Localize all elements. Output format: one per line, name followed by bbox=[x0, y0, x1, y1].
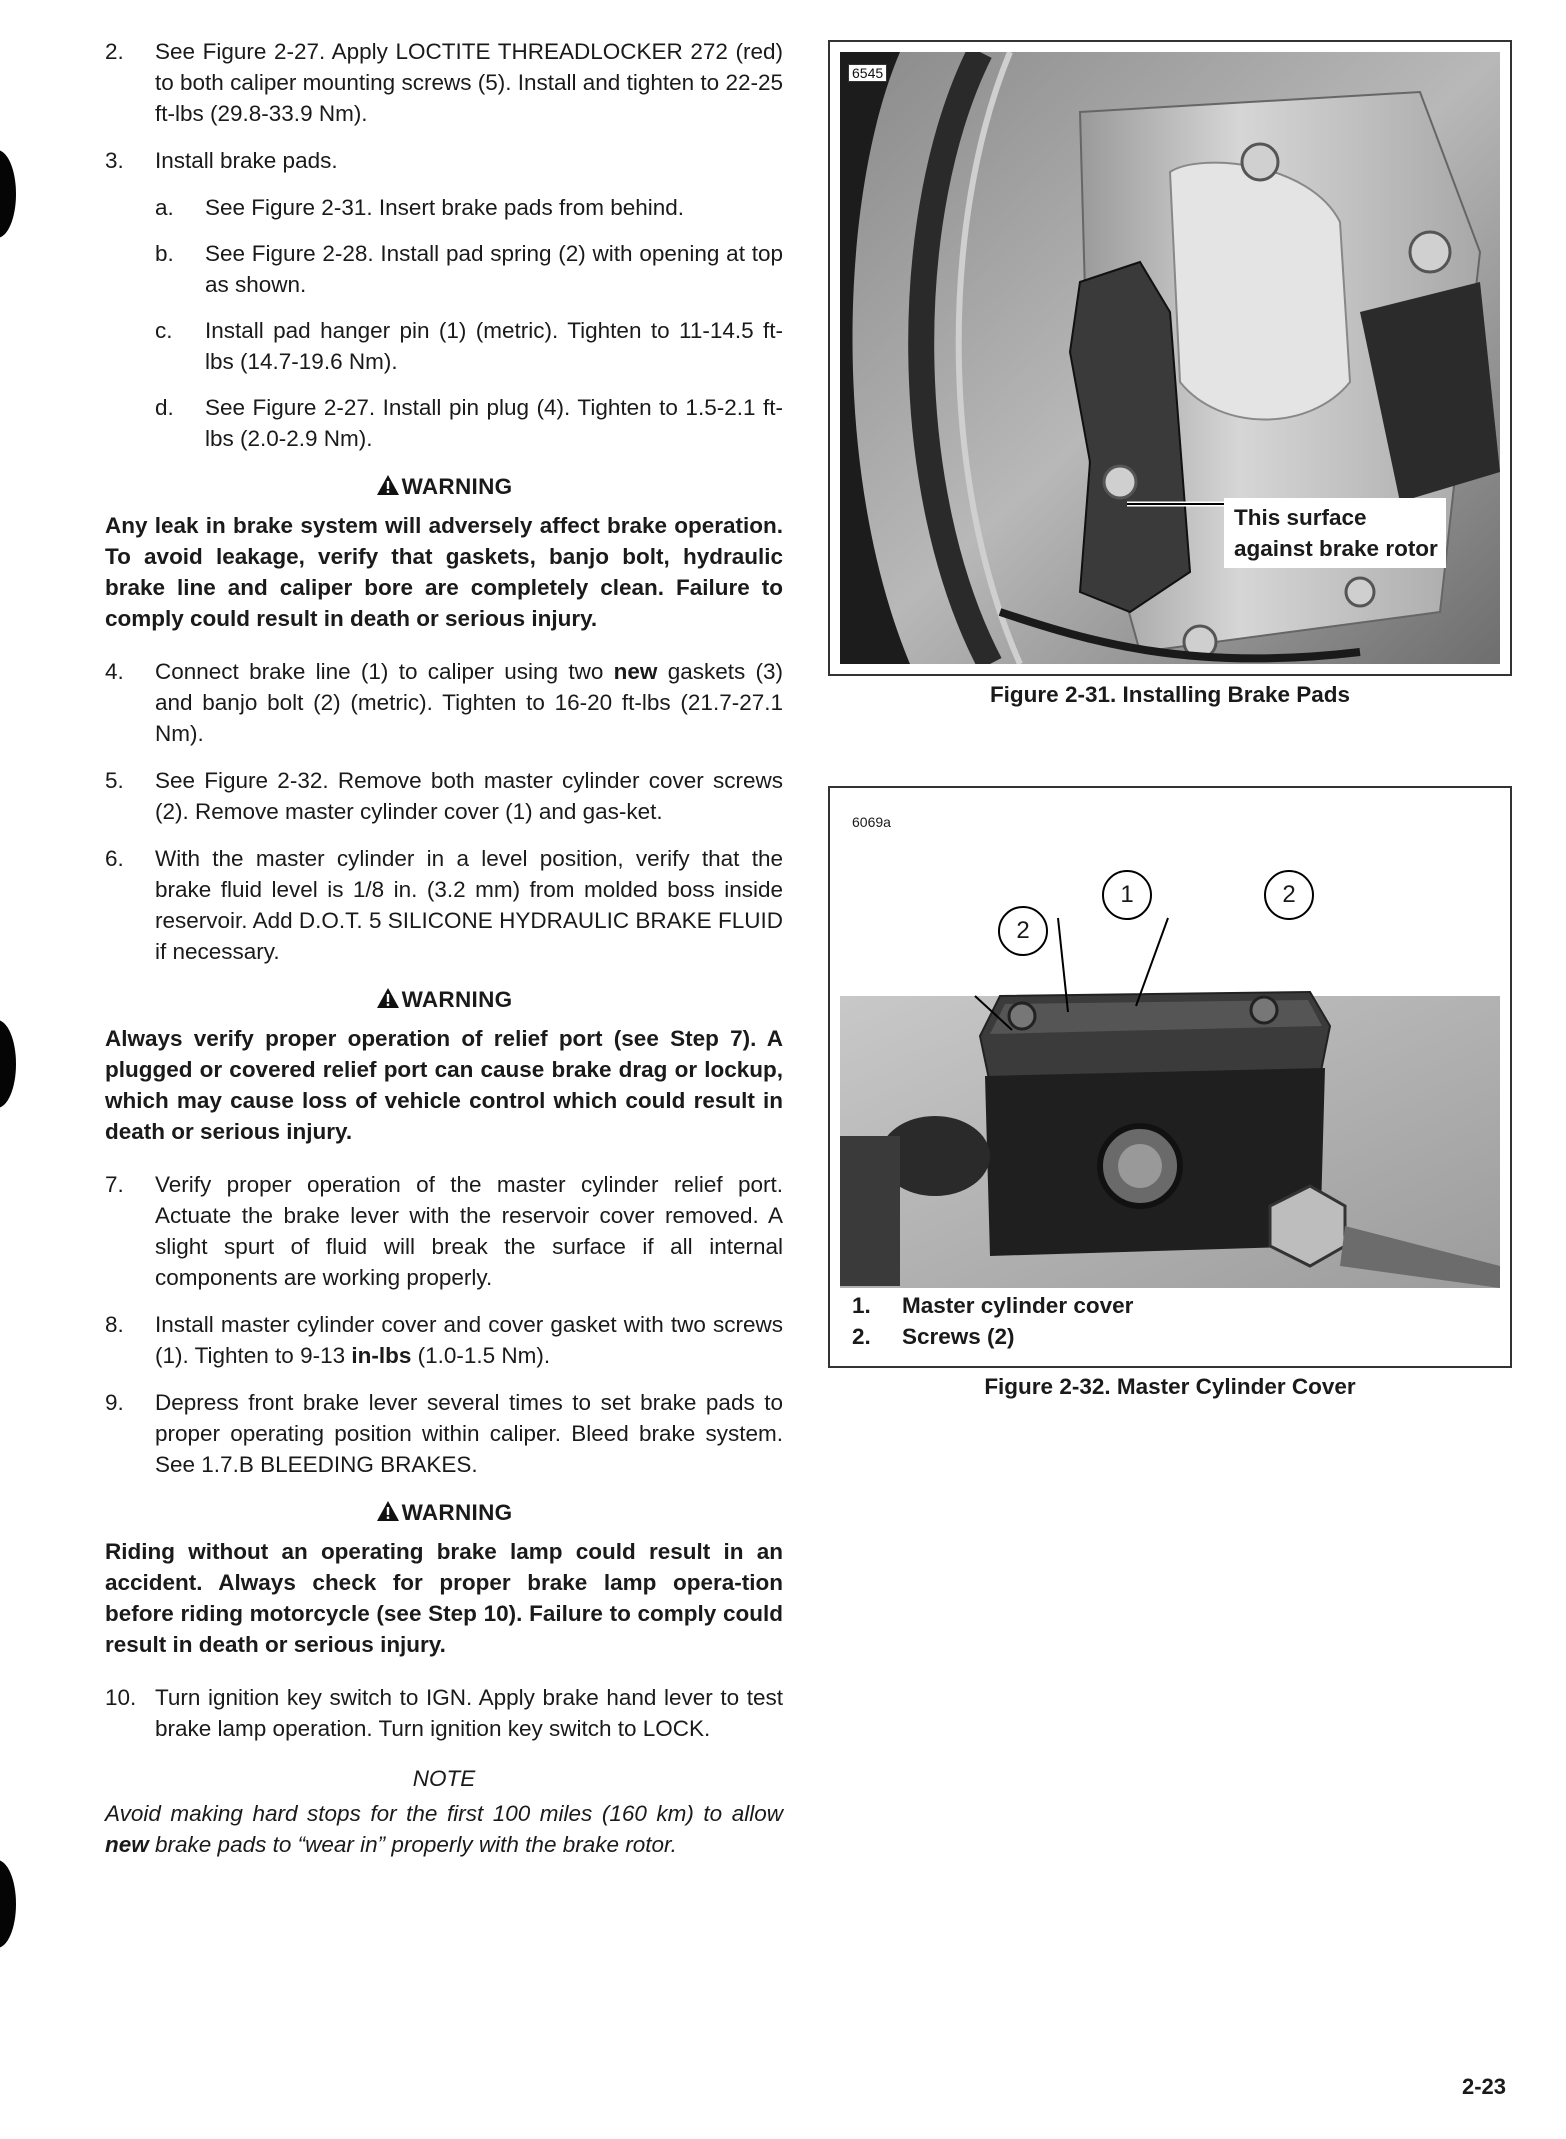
step-number: 5. bbox=[105, 768, 124, 793]
step-text: Connect brake line (1) to caliper using two bbox=[155, 659, 614, 684]
callout-number: 2 bbox=[1016, 917, 1030, 944]
step-text: Turn ignition key switch to IGN. Apply brake hand lever to test brake lamp operation. Turn ignition key switch to LOCK. bbox=[155, 1685, 783, 1741]
step-number: 9. bbox=[105, 1390, 124, 1415]
callout-number: 2 bbox=[1282, 881, 1296, 908]
callout-label bbox=[1224, 498, 1446, 568]
figure-caption: Figure 2-31. Installing Brake Pads bbox=[989, 682, 1351, 707]
step-6 bbox=[105, 843, 783, 967]
warning-triangle-icon bbox=[376, 1500, 400, 1522]
figure-id-label: 6545 bbox=[848, 64, 887, 82]
brake-caliper-image bbox=[840, 52, 1500, 664]
step-3 bbox=[105, 145, 783, 176]
note-heading: NOTE bbox=[412, 1766, 476, 1791]
step-number: 6. bbox=[105, 846, 124, 871]
note-text bbox=[105, 1798, 783, 1860]
note-text-part: Avoid making hard stops for the first 100 miles (160 km) to allow bbox=[105, 1801, 783, 1826]
step-text: See Figure 2-32. Remove both master cylinder cover screws (2). Remove master cylinder cover (1) and gas-ket. bbox=[155, 768, 783, 824]
warning-label: WARNING bbox=[401, 1500, 513, 1525]
warning-label: WARNING bbox=[401, 987, 513, 1012]
warning-text: Any leak in brake system will adversely affect brake operation. To avoid leakage, verify that gaskets, banjo bolt, hydraulic brake line and caliper bore are completely clean. Failure to comply could result in death or serious injury. bbox=[105, 513, 783, 631]
legend-text: Master cylinder cover bbox=[902, 1293, 1134, 1318]
step-text: Install brake pads. bbox=[155, 148, 338, 173]
substep-text: See Figure 2-28. Install pad spring (2) with opening at top as shown. bbox=[205, 241, 783, 297]
warning-triangle-icon bbox=[376, 474, 400, 496]
figure-caption: Figure 2-32. Master Cylinder Cover bbox=[984, 1374, 1356, 1399]
figure-2-31-frame bbox=[828, 40, 1512, 676]
note-text-part: brake pads to “wear in” properly with the brake rotor. bbox=[148, 1832, 677, 1857]
step-number: 10. bbox=[105, 1685, 137, 1710]
master-cylinder-photo bbox=[840, 846, 1500, 1288]
callout-circle-2 bbox=[998, 906, 1048, 956]
substep-3c bbox=[105, 315, 783, 377]
warning-heading bbox=[105, 474, 783, 500]
legend-number: 2. bbox=[852, 1324, 871, 1349]
substep-3b bbox=[105, 238, 783, 300]
binder-hole bbox=[0, 1020, 16, 1108]
step-2 bbox=[105, 36, 783, 129]
note-text-bold: new bbox=[105, 1832, 149, 1857]
step-7 bbox=[105, 1169, 783, 1293]
step-text: Depress front brake lever several times to set brake pads to proper operating position within caliper. Bleed brake system. See 1.7.B BLEEDING BRAKES. bbox=[155, 1390, 783, 1477]
step-text: Install master cylinder cover and cover gasket with two screws (1). Tighten to 9-13 bbox=[155, 1312, 783, 1368]
step-8 bbox=[105, 1309, 783, 1371]
step-text: See Figure 2-27. Apply LOCTITE THREADLOCKER 272 (red) to both caliper mounting screws (5). Install and tighten to 22-25 ft-lbs (29.8-33.9 Nm). bbox=[155, 39, 783, 126]
figure-legend bbox=[852, 1290, 1133, 1352]
step-5 bbox=[105, 765, 783, 827]
step-text: Verify proper operation of the master cylinder relief port. Actuate the brake lever with the reservoir cover removed. A slight spurt of fluid will break the surface if all internal components are working properly. bbox=[155, 1172, 783, 1290]
step-number: 3. bbox=[105, 148, 124, 173]
master-cylinder-image bbox=[840, 846, 1500, 1288]
page-number: 2-23 bbox=[1461, 2074, 1506, 2099]
legend-text: Screws (2) bbox=[902, 1324, 1015, 1349]
substep-text: Install pad hanger pin (1) (metric). Tighten to 11-14.5 ft-lbs (14.7-19.6 Nm). bbox=[205, 318, 783, 374]
warning-text: Riding without an operating brake lamp could result in an accident. Always check for proper brake lamp opera-tion before riding motorcycle (see Step 10). Failure to comply could result in death or serious injury. bbox=[105, 1539, 783, 1657]
substep-letter: a. bbox=[155, 195, 174, 220]
step-text-bold: in-lbs bbox=[351, 1343, 412, 1368]
substep-letter: b. bbox=[155, 241, 174, 266]
figure-id-label: 6069a bbox=[852, 814, 891, 830]
step-text-bold: new bbox=[613, 659, 658, 684]
warning-heading bbox=[105, 1500, 783, 1526]
warning-label: WARNING bbox=[401, 474, 513, 499]
binder-hole bbox=[0, 150, 16, 238]
substep-3d bbox=[105, 392, 783, 454]
step-9 bbox=[105, 1387, 783, 1480]
step-4 bbox=[105, 656, 783, 749]
substep-text: See Figure 2-31. Insert brake pads from behind. bbox=[205, 195, 685, 220]
binder-hole bbox=[0, 1860, 16, 1948]
substep-text: See Figure 2-27. Install pin plug (4). Tighten to 1.5-2.1 ft-lbs (2.0-2.9 Nm). bbox=[205, 395, 783, 451]
instructions-column bbox=[105, 36, 783, 1860]
step-number: 7. bbox=[105, 1172, 124, 1197]
step-number: 4. bbox=[105, 659, 124, 684]
callout-circle-2 bbox=[1264, 870, 1314, 920]
warning-triangle-icon bbox=[376, 987, 400, 1009]
callout-circle-1 bbox=[1102, 870, 1152, 920]
step-text: (1.0-1.5 Nm). bbox=[411, 1343, 551, 1368]
step-number: 2. bbox=[105, 39, 124, 64]
substep-3a bbox=[105, 192, 783, 223]
legend-item bbox=[852, 1321, 1133, 1352]
legend-number: 1. bbox=[852, 1293, 871, 1318]
figure-2-32-frame bbox=[828, 786, 1512, 1368]
warning-heading bbox=[105, 987, 783, 1013]
brake-pad-photo bbox=[840, 52, 1500, 664]
callout-number: 1 bbox=[1120, 881, 1134, 908]
step-text: With the master cylinder in a level position, verify that the brake fluid level is 1/8 in. (3.2 mm) from molded boss inside reservoir. Add D.O.T. 5 SILICONE HYDRAULIC BRAKE FLUID if necessary. bbox=[155, 846, 783, 964]
step-number: 8. bbox=[105, 1312, 124, 1337]
substep-letter: d. bbox=[155, 395, 174, 420]
callout-line: against brake rotor bbox=[1234, 536, 1438, 561]
callout-line: This surface bbox=[1234, 505, 1367, 530]
step-10 bbox=[105, 1682, 783, 1744]
warning-text: Always verify proper operation of relief port (see Step 7). A plugged or covered relief port can cause brake drag or lockup, which may cause loss of vehicle control which could result in death or serious injury. bbox=[105, 1026, 783, 1144]
step-text: gaskets (3) and banjo bolt (2) (metric). Tighten to 16-20 ft-lbs (21.7-27.1 Nm). bbox=[155, 659, 784, 746]
legend-item bbox=[852, 1290, 1133, 1321]
substep-letter: c. bbox=[155, 318, 173, 343]
